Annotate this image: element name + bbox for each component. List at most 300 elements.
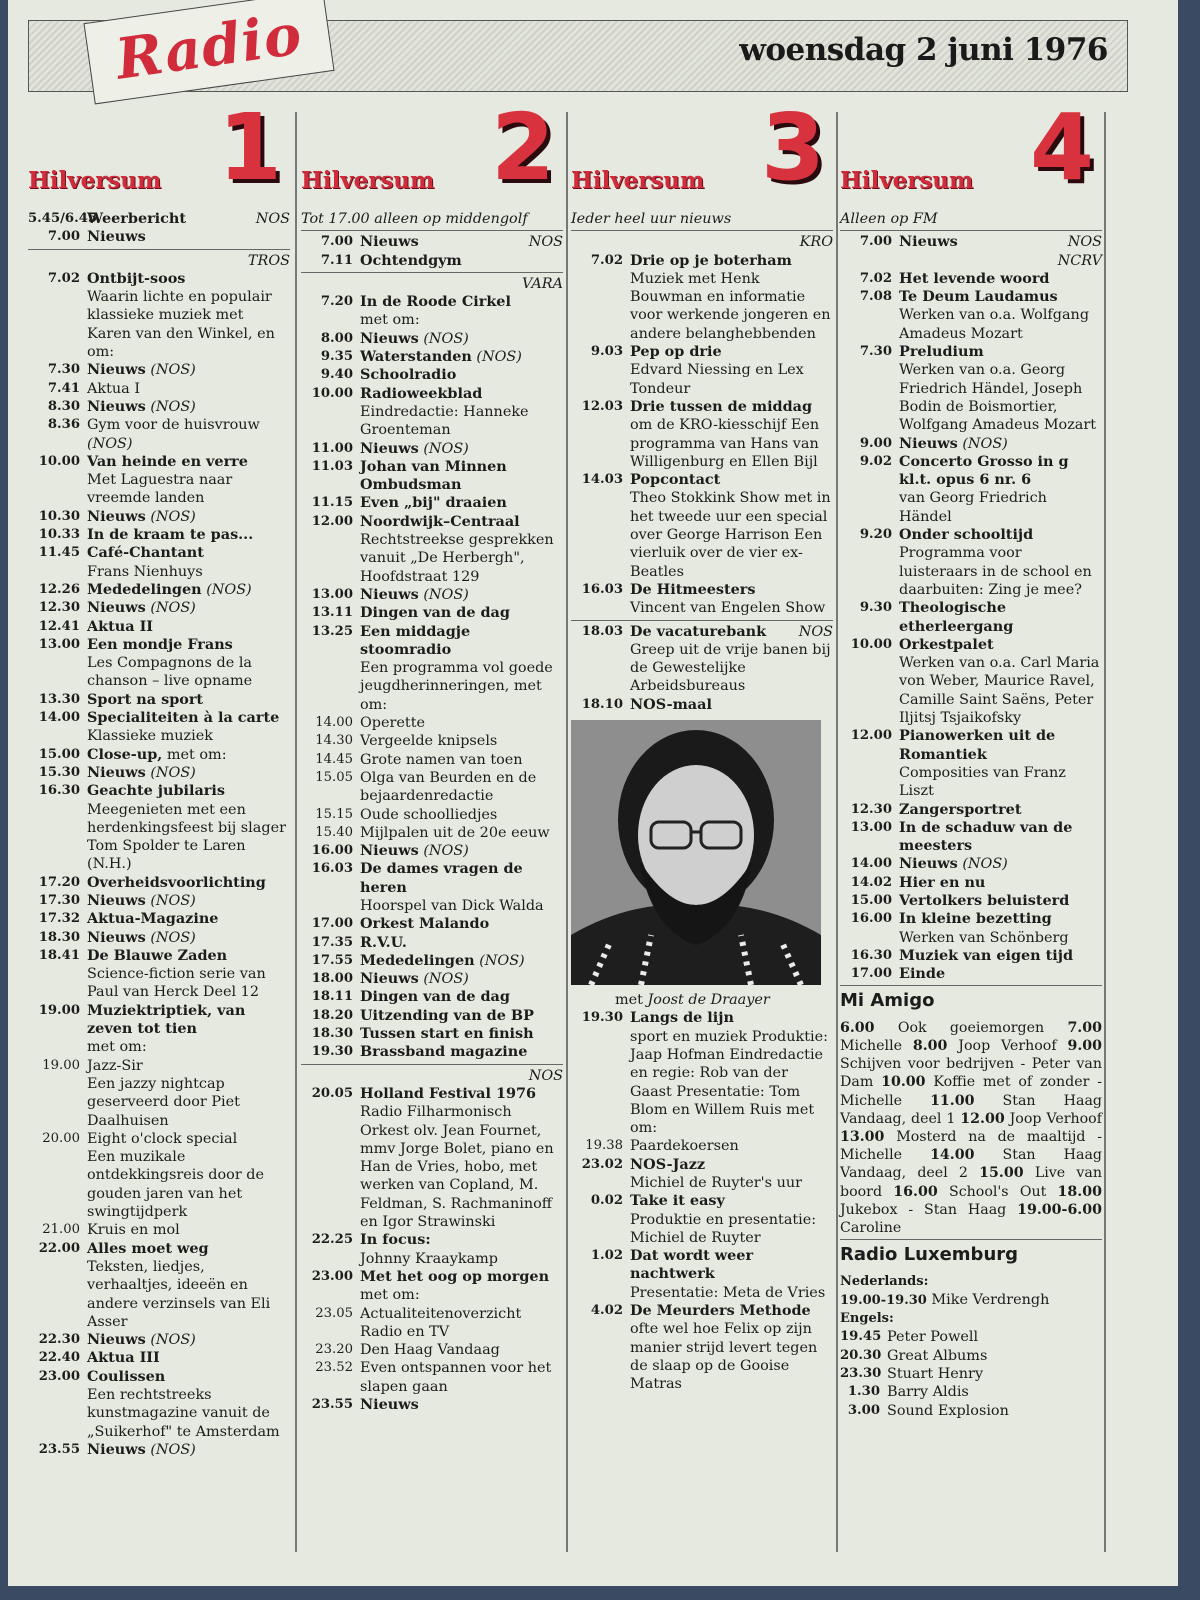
program-row bbox=[28, 1240, 290, 1331]
divider bbox=[840, 1239, 1102, 1240]
program-entry bbox=[899, 819, 1102, 856]
program-source: (NOS) bbox=[476, 349, 522, 366]
segment-time: 12.00 bbox=[960, 1110, 1005, 1127]
program-row bbox=[28, 1349, 290, 1367]
program-entry bbox=[360, 494, 563, 512]
program-time: 13.00 bbox=[311, 586, 353, 602]
program-time: 12.30 bbox=[850, 801, 892, 817]
program-entry bbox=[360, 1305, 563, 1342]
program-time: 9.40 bbox=[320, 367, 353, 383]
program-row bbox=[840, 801, 1102, 819]
station-name: Hilversum bbox=[571, 166, 705, 194]
program-description: Hoorspel van Dick Walda bbox=[360, 897, 544, 914]
program-description: Een rechtstreeks kunstmagazine vanuit de „Suikerhof" te Amsterdam bbox=[87, 1387, 280, 1440]
divider bbox=[301, 230, 563, 231]
station-header bbox=[28, 94, 290, 210]
program-title: Nieuws bbox=[360, 233, 419, 251]
program-title: Nieuws bbox=[87, 891, 146, 909]
program-description: Werken van o.a. Carl Maria von Weber, Maurice Ravel, Camille Saint Saëns, Peter Iljitsj Tsjaikofsky bbox=[899, 655, 1100, 727]
program-row bbox=[28, 270, 290, 361]
program-title: Nieuws bbox=[360, 439, 419, 457]
program-time: 11.00 bbox=[311, 440, 353, 456]
program-title: Operette bbox=[360, 715, 426, 732]
program-title: Te Deum Laudamus bbox=[899, 288, 1058, 306]
program-row bbox=[840, 727, 1102, 800]
program-time: 12.00 bbox=[850, 728, 892, 744]
lux-title: Great Albums bbox=[887, 1347, 988, 1364]
program-entry bbox=[87, 380, 290, 398]
program-time: 10.00 bbox=[311, 385, 353, 401]
column-note: Ieder heel uur nieuws bbox=[571, 211, 732, 227]
program-title: Met het oog op morgen bbox=[360, 1267, 550, 1285]
program-time: 17.35 bbox=[311, 934, 353, 950]
program-row bbox=[28, 636, 290, 691]
program-entry bbox=[360, 623, 563, 714]
program-row bbox=[301, 1305, 563, 1342]
program-title: Overheidsvoorlichting bbox=[87, 873, 266, 891]
program-title: Aktua III bbox=[87, 1349, 160, 1367]
program-row bbox=[301, 604, 563, 622]
segment-time: 11.00 bbox=[930, 1092, 975, 1109]
segment-title: Joop Verhoof bbox=[1009, 1110, 1102, 1127]
mi-amigo-schedule bbox=[840, 1019, 1102, 1237]
program-description: Klassieke muziek bbox=[87, 728, 213, 745]
program-time: 14.00 bbox=[850, 856, 892, 872]
program-row bbox=[840, 288, 1102, 343]
program-time: 23.20 bbox=[315, 1342, 353, 1358]
program-time: 15.15 bbox=[315, 806, 353, 822]
program-entry bbox=[87, 416, 290, 453]
program-time: 1.02 bbox=[590, 1248, 623, 1264]
broadcaster-label: VARA bbox=[521, 275, 563, 292]
program-title: Nieuws bbox=[360, 970, 419, 988]
broadcaster-label: KRO bbox=[799, 234, 833, 251]
program-title: Einde bbox=[899, 965, 946, 983]
program-title: Coulissen bbox=[87, 1367, 166, 1385]
program-title: Nieuws bbox=[87, 507, 146, 525]
program-time: 14.03 bbox=[581, 472, 623, 488]
broadcaster-label: NOS bbox=[528, 1067, 563, 1084]
program-source: (NOS) bbox=[150, 764, 196, 781]
program-time: 10.30 bbox=[38, 508, 80, 524]
program-row bbox=[28, 618, 290, 636]
program-time: 20.00 bbox=[42, 1130, 80, 1146]
segment-title: Ook goeiemorgen bbox=[897, 1019, 1045, 1036]
program-row bbox=[840, 910, 1102, 947]
program-row bbox=[28, 1441, 290, 1459]
program-description: met om: bbox=[360, 312, 420, 329]
program-description: ofte wel hoe Felix op zijn manier strijd levert tegen de slaap op de Gooise Matras bbox=[630, 1321, 818, 1393]
program-time: 21.00 bbox=[42, 1222, 80, 1238]
program-description: sport en muziek Produktie: Jaap Hofman Eindredactie en regie: Rob van der Gaast Presentatie: Tom Blom en Willem Ruis met om: bbox=[630, 1028, 828, 1137]
program-row bbox=[571, 1247, 833, 1302]
program-source: (NOS) bbox=[206, 581, 252, 598]
program-title: Popcontact bbox=[630, 471, 721, 489]
program-row bbox=[28, 210, 290, 228]
program-source: (NOS) bbox=[423, 843, 469, 860]
program-title: Langs de lijn bbox=[630, 1009, 734, 1027]
program-title: Nieuws bbox=[360, 1396, 419, 1413]
program-time: 7.11 bbox=[320, 252, 353, 268]
segment-time: 14.00 bbox=[930, 1147, 975, 1164]
segment-time: 13.00 bbox=[840, 1128, 885, 1145]
program-entry bbox=[899, 435, 1102, 453]
program-description: Werken van Schönberg bbox=[899, 929, 1069, 946]
station-header bbox=[301, 94, 563, 210]
program-title: Actualiteitenoverzicht Radio en TV bbox=[360, 1305, 522, 1340]
divider bbox=[571, 230, 833, 231]
program-entry bbox=[360, 970, 563, 988]
program-title: Nieuws bbox=[87, 361, 146, 379]
program-time: 9.00 bbox=[859, 435, 892, 451]
program-time: 23.52 bbox=[315, 1360, 353, 1376]
program-entry bbox=[87, 508, 290, 526]
program-entry bbox=[630, 696, 833, 714]
program-time: 5.45/6.45 bbox=[28, 211, 98, 226]
program-time: 12.03 bbox=[581, 398, 623, 414]
program-row bbox=[28, 892, 290, 910]
program-title: Specialiteiten à la carte bbox=[87, 709, 280, 727]
presenter-photo bbox=[571, 720, 821, 985]
program-description: Een muzikale ontdekkingsreis door de gouden jaren van het swingtijdperk bbox=[87, 1149, 265, 1221]
program-row bbox=[28, 1002, 290, 1057]
language-label: Nederlands: bbox=[840, 1273, 929, 1289]
program-row bbox=[28, 581, 290, 599]
program-row bbox=[840, 453, 1102, 526]
program-title: Sport na sport bbox=[87, 690, 204, 708]
program-time: 8.30 bbox=[47, 398, 80, 414]
program-time: 23.05 bbox=[315, 1305, 353, 1321]
program-entry bbox=[899, 801, 1102, 819]
broadcaster-label: TROS bbox=[247, 252, 290, 269]
program-entry bbox=[360, 714, 563, 732]
program-row bbox=[571, 1009, 833, 1137]
divider bbox=[840, 230, 1102, 231]
program-entry bbox=[360, 1268, 563, 1305]
program-entry bbox=[630, 1247, 833, 1302]
program-row bbox=[301, 494, 563, 512]
program-time: 18.00 bbox=[311, 971, 353, 987]
program-entry bbox=[360, 252, 563, 270]
lux-row bbox=[840, 1347, 1102, 1365]
column-divider bbox=[566, 112, 568, 1552]
program-row bbox=[571, 1137, 833, 1155]
column-hilversum-3 bbox=[571, 94, 833, 1394]
broadcaster-label: NOS bbox=[798, 623, 833, 640]
program-row bbox=[28, 453, 290, 508]
program-row bbox=[28, 709, 290, 746]
program-title: Alles moet weg bbox=[87, 1239, 209, 1257]
program-title: Dingen van de dag bbox=[360, 988, 510, 1006]
program-row bbox=[28, 874, 290, 892]
program-title: Johan van Minnen Ombudsman bbox=[360, 457, 507, 494]
divider bbox=[571, 620, 833, 621]
program-entry bbox=[360, 806, 563, 824]
program-title: NOS-maal bbox=[630, 695, 712, 713]
program-row bbox=[301, 915, 563, 933]
program-description: Vincent van Engelen Show bbox=[630, 600, 826, 617]
lux-title: Peter Powell bbox=[887, 1329, 979, 1346]
program-time: 13.30 bbox=[38, 691, 80, 707]
segment-title: Koffie met of zonder - Michelle bbox=[840, 1074, 1102, 1109]
program-time: 23.00 bbox=[38, 1368, 80, 1384]
program-time: 9.35 bbox=[320, 349, 353, 365]
program-entry bbox=[899, 288, 1102, 343]
program-time: 18.41 bbox=[38, 947, 80, 963]
program-row bbox=[301, 513, 563, 586]
program-entry bbox=[360, 934, 563, 952]
program-source: (NOS) bbox=[150, 398, 196, 415]
photo-caption bbox=[571, 991, 833, 1009]
broadcaster-label: NOS bbox=[255, 211, 290, 227]
program-time: 10.00 bbox=[38, 453, 80, 469]
program-description: Een programma vol goede jeugdherinneringen, met om: bbox=[360, 660, 553, 713]
program-row bbox=[301, 988, 563, 1006]
segment-time: 16.00 bbox=[893, 1183, 938, 1200]
program-time: 16.30 bbox=[850, 947, 892, 963]
lux-time: 20.30 bbox=[840, 1347, 882, 1363]
program-row bbox=[301, 970, 563, 988]
program-time: 14.02 bbox=[850, 874, 892, 890]
program-entry bbox=[87, 1221, 290, 1239]
program-entry bbox=[630, 1156, 833, 1193]
program-description: Werken van o.a. Wolfgang Amadeus Mozart bbox=[899, 307, 1090, 342]
program-source: (NOS) bbox=[150, 508, 196, 525]
program-time: 18.10 bbox=[581, 696, 623, 712]
program-title: Aktua-Magazine bbox=[87, 910, 219, 928]
program-row bbox=[301, 934, 563, 952]
program-time: 9.03 bbox=[590, 344, 623, 360]
program-time: 8.36 bbox=[47, 417, 80, 433]
program-time: 16.30 bbox=[38, 783, 80, 799]
program-row bbox=[840, 343, 1102, 434]
program-entry bbox=[87, 618, 290, 636]
program-entry bbox=[360, 385, 563, 440]
lux-row bbox=[840, 1328, 1102, 1346]
program-time: 17.30 bbox=[38, 892, 80, 908]
program-entry bbox=[87, 228, 290, 246]
program-row bbox=[301, 623, 563, 714]
program-title: Pianowerken uit de Romantiek bbox=[899, 727, 1056, 763]
segment-time: 18.00 bbox=[1057, 1183, 1102, 1200]
program-time: 17.20 bbox=[38, 874, 80, 890]
program-title: De Blauwe Zaden bbox=[87, 946, 228, 964]
program-entry bbox=[87, 1349, 290, 1367]
column-note: Alleen op FM bbox=[840, 211, 938, 227]
program-row bbox=[840, 233, 1102, 251]
program-time: 22.25 bbox=[311, 1232, 353, 1248]
program-time: 7.08 bbox=[859, 289, 892, 305]
program-title: De vacaturebank bbox=[630, 622, 767, 640]
program-entry bbox=[360, 458, 563, 495]
program-time: 12.26 bbox=[38, 581, 80, 597]
program-entry bbox=[360, 366, 563, 384]
program-description: Muziek met Henk Bouwman en informatie voor werkende jongeren en andere belanghebbenden bbox=[630, 270, 831, 342]
column-hilversum-4 bbox=[840, 94, 1103, 1420]
program-time: 12.00 bbox=[311, 513, 353, 529]
program-time: 13.00 bbox=[38, 636, 80, 652]
program-source: (NOS) bbox=[150, 929, 196, 946]
program-row bbox=[301, 330, 563, 348]
program-title: Olga van Beurden en de bejaardenredactie bbox=[360, 769, 537, 805]
program-source: (NOS) bbox=[150, 892, 196, 909]
program-title: Nieuws bbox=[899, 434, 958, 452]
column-divider bbox=[1104, 112, 1106, 1552]
program-time: 16.03 bbox=[581, 581, 623, 597]
column-note: Tot 17.00 alleen op middengolf bbox=[301, 211, 528, 227]
program-description: Teksten, liedjes, verhaaltjes, ideeën en andere verzinsels van Eli Asser bbox=[87, 1258, 271, 1330]
caption-lead: met bbox=[615, 992, 648, 1009]
program-time: 10.33 bbox=[38, 527, 80, 543]
program-row bbox=[301, 348, 563, 366]
program-row bbox=[301, 1341, 563, 1359]
program-entry bbox=[360, 604, 563, 622]
program-title: Schoolradio bbox=[360, 366, 457, 384]
program-entry bbox=[899, 910, 1102, 947]
lux-row bbox=[840, 1365, 1102, 1383]
program-title: Waterstanden bbox=[360, 348, 472, 366]
program-row bbox=[301, 458, 563, 495]
program-time: 15.00 bbox=[850, 892, 892, 908]
program-source: (NOS) bbox=[423, 971, 469, 988]
station-name: Hilversum bbox=[28, 166, 162, 194]
program-time: 18.03 bbox=[581, 623, 623, 639]
program-title: Dat wordt weer nachtwerk bbox=[630, 1247, 754, 1283]
program-entry bbox=[360, 1025, 563, 1043]
program-title: Nieuws bbox=[87, 228, 146, 246]
program-time: 7.20 bbox=[320, 294, 353, 310]
program-title: Vertolkers beluisterd bbox=[899, 891, 1070, 909]
program-row bbox=[28, 416, 290, 453]
program-title: Theologische etherleergang bbox=[899, 599, 1014, 635]
column-hilversum-1 bbox=[28, 94, 290, 1459]
program-title: Close-up, bbox=[87, 745, 163, 763]
program-time: 19.30 bbox=[311, 1044, 353, 1060]
program-entry bbox=[87, 270, 290, 361]
program-entry bbox=[87, 1368, 290, 1441]
station-number: 1 bbox=[217, 94, 282, 201]
program-time: 4.02 bbox=[590, 1303, 623, 1319]
program-row bbox=[301, 751, 563, 769]
program-time: 19.30 bbox=[581, 1010, 623, 1026]
program-row bbox=[571, 1302, 833, 1393]
program-time: 19.00 bbox=[38, 1002, 80, 1018]
broadcaster-label: NCRV bbox=[1057, 252, 1102, 269]
program-entry bbox=[360, 1359, 563, 1396]
segment-time: 8.00 bbox=[912, 1037, 948, 1054]
program-row bbox=[840, 270, 1102, 288]
program-entry bbox=[87, 453, 290, 508]
divider bbox=[840, 985, 1102, 986]
program-row bbox=[571, 696, 833, 714]
program-time: 15.00 bbox=[38, 746, 80, 762]
lux-title: Stuart Henry bbox=[887, 1365, 984, 1382]
program-entry bbox=[87, 746, 290, 764]
program-source: (NOS) bbox=[423, 586, 469, 603]
program-entry bbox=[360, 1007, 563, 1025]
program-description: Meegenieten met een herdenkingsfeest bij slager Tom Spolder te Laren (N.H.) bbox=[87, 801, 286, 873]
lux-row bbox=[840, 1383, 1102, 1401]
program-entry bbox=[360, 915, 563, 933]
program-time: 15.30 bbox=[38, 764, 80, 780]
program-time: 7.30 bbox=[859, 344, 892, 360]
program-source: (NOS) bbox=[150, 362, 196, 379]
program-entry bbox=[360, 769, 563, 806]
program-row bbox=[571, 471, 833, 581]
program-time: 7.02 bbox=[47, 270, 80, 286]
program-time: 7.02 bbox=[590, 252, 623, 268]
program-row bbox=[301, 806, 563, 824]
program-row bbox=[301, 714, 563, 732]
program-title: Take it easy bbox=[630, 1192, 725, 1210]
program-description: Rechtstreekse gesprekken vanuit „De Herbergh", Hoofdstraat 129 bbox=[360, 532, 554, 585]
program-row bbox=[28, 544, 290, 581]
station-name: Hilversum bbox=[840, 166, 974, 194]
program-description: Produktie en presentatie: Michiel de Ruyter bbox=[630, 1211, 817, 1246]
program-entry bbox=[360, 440, 563, 458]
program-description: Radio Filharmonisch Orkest olv. Jean Fournet, mmv Jorge Bolet, piano en Han de Vries, hobo, met werken van Copland, M. Feldman, S. Rachmaninoff en Igor Strawinski bbox=[360, 1104, 554, 1231]
program-row bbox=[840, 874, 1102, 892]
lux-row bbox=[840, 1291, 1102, 1310]
program-entry bbox=[630, 398, 833, 471]
program-row bbox=[571, 1192, 833, 1247]
program-title: Drie tussen de middag bbox=[630, 397, 813, 415]
program-row bbox=[301, 824, 563, 842]
program-row bbox=[840, 599, 1102, 636]
program-entry bbox=[87, 544, 290, 581]
program-entry bbox=[87, 1331, 290, 1349]
program-entry bbox=[360, 1341, 563, 1359]
program-entry bbox=[630, 471, 833, 581]
program-row bbox=[571, 581, 833, 618]
program-row bbox=[301, 769, 563, 806]
program-title: Noordwijk–Centraal bbox=[360, 512, 520, 530]
program-row bbox=[301, 1396, 563, 1414]
program-entry bbox=[87, 581, 290, 599]
program-description: om de KRO-kiesschijf Een programma van Hans van Willigenburg en Ellen Bijl bbox=[630, 417, 820, 470]
program-time: 22.40 bbox=[38, 1350, 80, 1366]
program-title: Het levende woord bbox=[899, 269, 1050, 287]
program-time: 16.00 bbox=[850, 911, 892, 927]
program-title: Aktua I bbox=[87, 380, 141, 397]
program-row bbox=[840, 947, 1102, 965]
program-title: Van heinde en verre bbox=[87, 452, 248, 470]
program-time: 19.00 bbox=[42, 1057, 80, 1073]
program-row bbox=[28, 1221, 290, 1239]
program-entry bbox=[360, 751, 563, 769]
program-row bbox=[301, 860, 563, 915]
program-time: 18.30 bbox=[38, 929, 80, 945]
program-time: 9.02 bbox=[859, 453, 892, 469]
program-entry bbox=[87, 398, 290, 416]
program-row bbox=[28, 691, 290, 709]
program-entry bbox=[899, 343, 1102, 434]
segment-time: 10.00 bbox=[881, 1074, 926, 1091]
program-row bbox=[28, 1057, 290, 1130]
program-row bbox=[840, 526, 1102, 599]
program-title: Nieuws bbox=[899, 233, 958, 251]
program-row bbox=[301, 440, 563, 458]
program-row bbox=[28, 764, 290, 782]
program-time: 17.00 bbox=[850, 966, 892, 982]
program-row bbox=[840, 892, 1102, 910]
program-entry bbox=[87, 1057, 290, 1130]
program-title: Nieuws bbox=[360, 842, 419, 860]
program-row bbox=[301, 732, 563, 750]
program-title: Tussen start en finish bbox=[360, 1025, 534, 1043]
program-time: 22.30 bbox=[38, 1332, 80, 1348]
program-row bbox=[28, 782, 290, 873]
